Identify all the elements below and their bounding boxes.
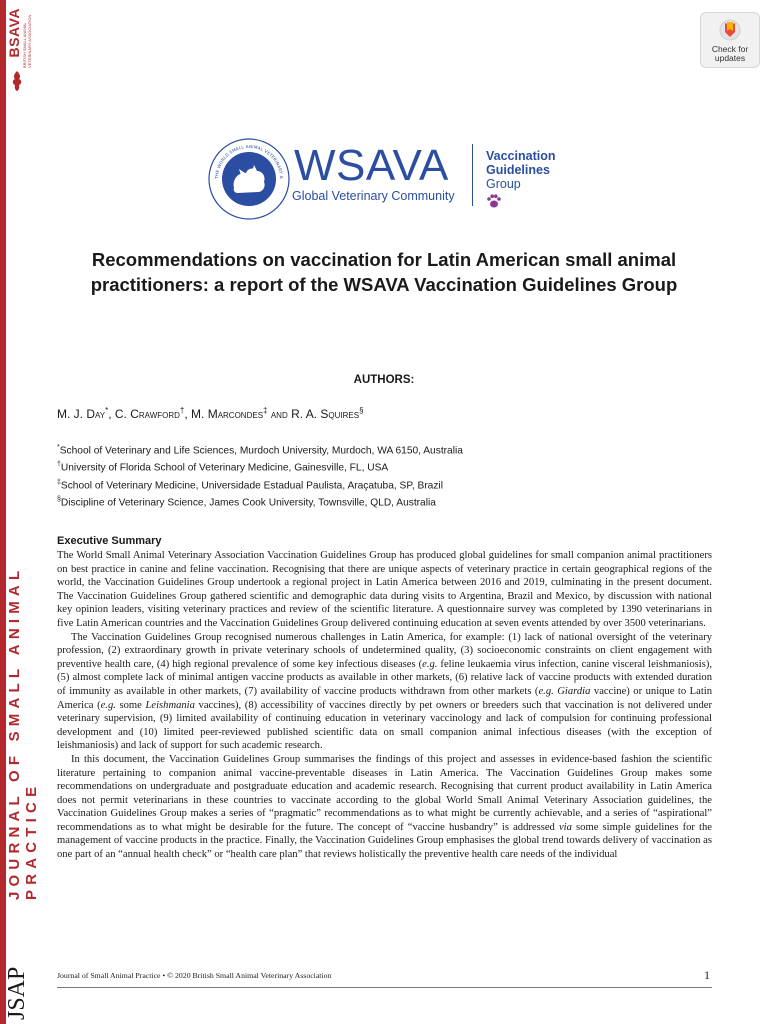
summary-paragraph-1: The World Small Animal Veterinary Association Vaccination Guidelines Group has produced global guidelines for small companion animal practitioners on best practice in canine and feline vaccination. Recognising that there are unique aspects of veterinary practice in certain geographical regions of the world, the Vaccination Guidelines Group undertook a regional project in Latin America between 2016 and 2019, culminating in the present document. The Vaccination Guidelines Group gathered scientific and demographic data during visits to Argentina, Brazil and Mexico, by discussion with national key opinion leaders, visiting veterinary practices and review of the scientific literature. A questionnaire survey was completed by 1390 veterinarians in five Latin American countries and the Vaccination Guidelines Group delivered continuing education at seven events attended by over 3500 veterinarians.	[57, 550, 712, 629]
authors-heading: AUTHORS:	[353, 374, 415, 386]
wsava-logo	[208, 138, 580, 218]
affiliation-mark: §	[57, 496, 61, 504]
text-run: vaccine) or unique to Latin America (	[57, 685, 713, 711]
vg-line-2: Guidelines	[486, 163, 550, 177]
affiliation-mark: *	[57, 444, 60, 451]
text-run: some	[115, 699, 146, 711]
logo-divider	[472, 144, 473, 206]
author-crawford-mark: †	[179, 406, 185, 415]
text-run: vaccines), (8) accessibility of vaccines directly by pet owners or breeders such that vaccination is not delivered under veterinary supervision, (9) limited availability of continuing education in veterinary vaccinology and lack of compulsion for continuing professional development and (10) limited peer-reviewed published scientific data on small companion animal infectious diseases (with the exception of leishmaniosis) and lack of support for such academic research.	[57, 699, 712, 752]
article-title: Recommendations on vaccination for Latin American small animal practitioners: a report of the WSAVA Vaccination Guidelines Group	[90, 249, 678, 295]
affiliation-item	[57, 458, 463, 475]
summary-paragraph-2	[57, 631, 712, 753]
bsava-subtitle: BRITISH SMALL ANIMAL VETERINARY ASSOCIATION	[22, 14, 32, 68]
footer-citation: Journal of Small Animal Practice • © 2020 British Small Animal Veterinary Association	[57, 971, 332, 980]
author-day-mark: *	[105, 406, 109, 415]
italic-run: e.g.	[100, 699, 116, 711]
affiliation-text: School of Veterinary and Life Sciences, Murdoch University, Murdoch, WA 6150, Australia	[59, 445, 463, 457]
author-list: M. J. Day*, C. Crawford†, M. Marcondes‡ and R. A. Squires§	[57, 406, 364, 421]
paw-print-icon	[486, 193, 502, 209]
author-squires-mark: §	[359, 406, 364, 415]
vg-line-3: Group	[486, 177, 521, 191]
page-number: 1	[704, 968, 710, 982]
author-squires: R. A. Squires	[291, 407, 360, 421]
author-marcondes-mark: ‡	[263, 406, 268, 415]
journal-name-vertical: JOURNAL OF SMALL ANIMAL PRACTICE	[6, 565, 40, 900]
italic-run: Leishmania	[145, 699, 195, 711]
italic-run: via	[558, 821, 572, 833]
affiliation-mark: †	[57, 461, 61, 469]
author-conjunction: and	[270, 407, 288, 421]
text-run: feline leukaemia virus infection, canine visceral leishmaniosis), (5) almost complete lack of minimal antigen vaccine products as available in other markets, (6) relative lack of vaccine products with extended duration of immunity as available in other markets, (7) availability of vaccine products withdrawn from other markets (	[57, 658, 712, 697]
bookmark-icon	[719, 18, 741, 42]
vaccination-guidelines-group-label	[486, 149, 555, 191]
italic-run: e.g.	[422, 658, 438, 670]
summary-paragraph-3	[57, 753, 712, 862]
affiliation-text: University of Florida School of Veterinary Medicine, Gainesville, FL, USA	[60, 462, 389, 474]
italic-run: e.g.	[538, 685, 554, 697]
executive-summary-heading: Executive Summary	[57, 535, 162, 547]
author-marcondes: M. Marcondes	[191, 407, 264, 421]
text-run: In this document, the Vaccination Guidelines Group summarises the findings of this project and assesses in evidence-based fashion the scientific literature pertaining to companion animal vaccine-preventable diseases in Latin America. The Vaccination Guidelines Group makes some recommendations on undergraduate and postgraduate education and academic research. Recognising that current product availability in Latin America does not permit veterinarians in these countries to vaccinate according to the global World Small Animal Veterinary Association guidelines, the Vaccination Guidelines Group makes a series of “pragmatic” recommendations as to what might be currently achievable, and a series of “aspirational” recommendations as to what might be desirable for the future. The concept of “vaccine husbandry” is addressed	[57, 753, 712, 833]
wsava-tagline: Global Veterinary Community	[292, 189, 455, 203]
footer-rule	[57, 987, 712, 988]
journal-abbreviation: JSAP	[4, 966, 30, 1020]
bsava-crest-icon	[10, 70, 24, 92]
affiliation-mark: ‡	[57, 478, 61, 486]
affiliation-text: School of Veterinary Medicine, Universidade Estadual Paulista, Araçatuba, SP, Brazil	[60, 480, 443, 492]
affiliation-item	[57, 476, 463, 493]
wsava-wordmark: WSAVA	[294, 141, 449, 190]
bsava-logo	[6, 8, 32, 98]
emblem-ring-text: THE WORLD SMALL ANIMAL VETERINARY A	[213, 143, 285, 180]
author-crawford: C. Crawford	[114, 407, 180, 421]
affiliation-item	[57, 493, 463, 510]
text-run: some simple guidelines for the management of vaccine products in the practice. Finally, the Vaccination Guidelines Group emphasises the global trend towards delivery of vaccination as one part of an “annual health check” or “health care plan” that reviews holistically the preventive health care needs of the individual	[57, 821, 712, 861]
affiliations	[57, 441, 463, 511]
text-run: The Vaccination Guidelines Group recognised numerous challenges in Latin America, for example: (1) lack of national oversight of the veterinary profession, (2) extraordinary growth in private veterinary schools of undetermined quality, (3) socioeconomic constraints on client engagement with preventive health care, (4) high regional prevalence of some key infectious diseases (	[57, 631, 712, 670]
affiliation-item	[57, 441, 463, 458]
executive-summary-body	[57, 549, 712, 862]
vg-line-1: Vaccination	[486, 149, 556, 163]
author-day: M. J. Day	[57, 407, 106, 421]
bsava-wordmark: BSAVA	[6, 8, 22, 58]
check-for-updates-label: Check for updates	[711, 44, 749, 63]
italic-run: Giardia	[557, 685, 591, 697]
check-for-updates-button[interactable]	[700, 12, 760, 68]
wsava-emblem-icon	[208, 138, 290, 220]
affiliation-text: Discipline of Veterinary Science, James Cook University, Townsville, QLD, Australia	[60, 497, 436, 509]
